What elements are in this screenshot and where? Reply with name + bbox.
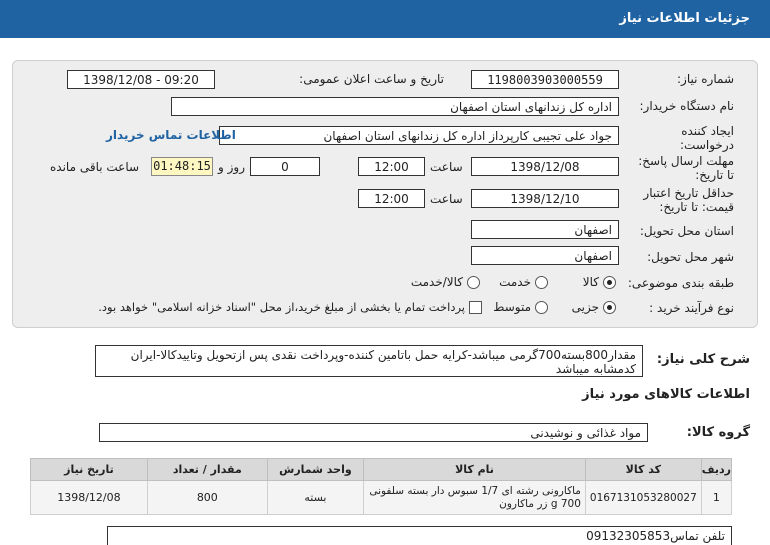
radio-icon[interactable] — [603, 301, 616, 314]
reply-time-label: ساعت — [430, 160, 463, 174]
need-number-label: شماره نیاز: — [677, 72, 734, 86]
category-label: طبقه بندی موضوعی: — [627, 276, 734, 290]
price-time-label: ساعت — [430, 192, 463, 206]
cell-unit: بسته — [267, 481, 363, 515]
description-text: مقدار800بسته700گرمی میباشد-کرایه حمل باتامین کننده-وپرداخت نقدی پس ازتحویل وتاییدکالا-ایران کدمشابه میباشد — [95, 345, 643, 377]
phone-note: تلفن تماس09132305853 — [107, 526, 732, 545]
announce-datetime-label: تاریخ و ساعت اعلان عمومی: — [299, 72, 444, 86]
price-validity-label: حداقل تاریخ اعتبار قیمت: تا تاریخ: — [643, 186, 734, 214]
goods-table — [30, 458, 732, 515]
reply-deadline-label: مهلت ارسال پاسخ: تا تاریخ: — [638, 154, 734, 182]
requester-label: ایجاد کننده درخواست: — [680, 124, 734, 152]
delivery-province-label: استان محل تحویل: — [639, 224, 734, 238]
goods-section-title: اطلاعات کالاهای مورد نیاز — [582, 387, 750, 402]
buyer-org-field: اداره کل زندانهای استان اصفهان — [171, 97, 619, 116]
goods-group-label: گروه کالا: — [686, 425, 750, 440]
price-validity-date: 1398/12/10 — [471, 189, 619, 208]
page-title: جزئیات اطلاعات نیاز — [619, 11, 750, 26]
col-date-header: تاریخ نیاز — [31, 459, 148, 481]
delivery-city-label: شهر محل تحویل: — [647, 250, 734, 264]
radio-icon[interactable] — [535, 276, 548, 289]
announce-datetime-field: 1398/12/08 - 09:20 — [67, 70, 215, 89]
remaining-time-label: ساعت باقی مانده — [50, 160, 140, 174]
requester-field: جواد علی تجیبی کارپرداز اداره کل زندانهای استان اصفهان — [219, 126, 619, 145]
delivery-city-field: اصفهان — [471, 246, 619, 265]
buyer-contact-link[interactable]: اطلاعات تماس خریدار — [106, 128, 236, 142]
price-validity-time: 12:00 — [358, 189, 425, 208]
purchase-process-label: نوع فرآیند خرید : — [649, 301, 734, 315]
col-unit-header: واحد شمارش — [267, 459, 363, 481]
cell-name: ماکارونی رشته ای 1/7 سبوس دار بسته سلفونی 700 g زر ماکارون — [364, 481, 586, 515]
table-row — [31, 481, 732, 515]
col-name-header: نام کالا — [364, 459, 586, 481]
treasury-payment-checkbox[interactable]: پرداخت تمام یا بخشی از مبلغ خرید،از محل "اسناد خزانه اسلامی" خواهد بود. — [98, 300, 482, 314]
days-label: روز و — [218, 160, 245, 174]
description-label: شرح کلی نیاز: — [656, 352, 750, 367]
reply-deadline-date: 1398/12/08 — [471, 157, 619, 176]
buyer-org-label: نام دستگاه خریدار: — [639, 99, 734, 113]
col-code-header: کد کالا — [585, 459, 701, 481]
checkbox-icon[interactable] — [469, 301, 482, 314]
remaining-time-timer: 01:48:15 — [151, 157, 213, 176]
category-option-goods-service[interactable]: کالا/خدمت — [411, 275, 480, 289]
process-option-medium[interactable]: متوسط — [493, 300, 548, 314]
delivery-province-field: اصفهان — [471, 220, 619, 239]
cell-qty: 800 — [147, 481, 267, 515]
table-header-row — [31, 459, 732, 481]
cell-code: 0167131053280027 — [585, 481, 701, 515]
reply-deadline-time: 12:00 — [358, 157, 425, 176]
need-number-field: 1198003903000559 — [471, 70, 619, 89]
process-option-minor[interactable]: جزیی — [572, 300, 616, 314]
cell-row: 1 — [701, 481, 731, 515]
goods-group-field: مواد غذائی و نوشیدنی — [99, 423, 648, 442]
category-option-goods[interactable]: کالا — [583, 275, 616, 289]
remaining-days: 0 — [250, 157, 320, 176]
radio-icon[interactable] — [467, 276, 480, 289]
radio-icon[interactable] — [535, 301, 548, 314]
col-qty-header: مقدار / تعداد — [147, 459, 267, 481]
col-row-header: ردیف — [701, 459, 731, 481]
page-header — [0, 0, 770, 38]
radio-icon[interactable] — [603, 276, 616, 289]
category-option-service[interactable]: خدمت — [499, 275, 548, 289]
cell-date: 1398/12/08 — [31, 481, 148, 515]
